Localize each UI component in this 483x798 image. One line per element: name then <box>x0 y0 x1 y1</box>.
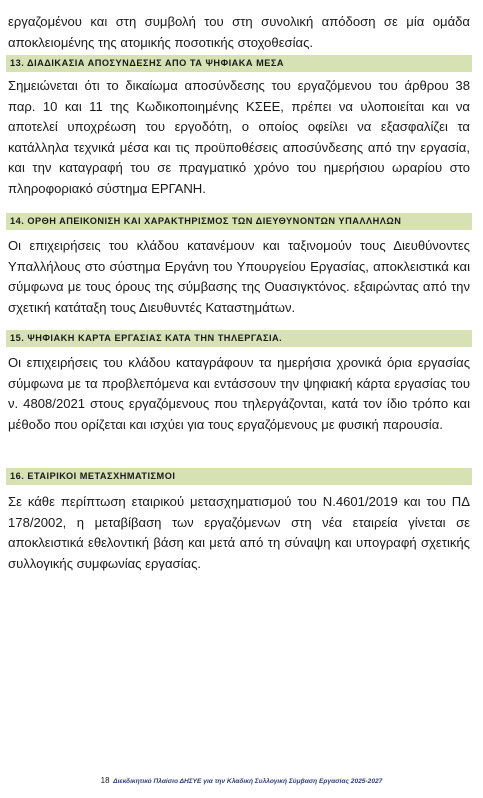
intro-line-1: εργαζομένου και στη συμβολή του στη συνολική απόδοση σε μία ομάδα <box>8 14 470 29</box>
section-14-heading: 14. ΟΡΘΗ ΑΠΕΙΚΟΝΙΣΗ ΚΑΙ ΧΑΡΑΚΤΗΡΙΣΜΟΣ ΤΩΝ ΔΙΕΥΘΥΝΟΝΤΩΝ ΥΠΑΛΛΗΛΩΝ <box>6 213 472 230</box>
section-13-heading: 13. ΔΙΑΔΙΚΑΣΙΑ ΑΠΟΣΥΝΔΕΣΗΣ ΑΠΟ ΤΑ ΨΗΦΙΑΚΑ ΜΕΣΑ <box>6 55 472 72</box>
intro-line-2: αποκλειομένης της ατομικής ποσοτικής στοχοθεσίας. <box>8 34 314 50</box>
section-15-heading: 15. ΨΗΦΙΑΚΗ ΚΑΡΤΑ ΕΡΓΑΣΙΑΣ ΚΑΤΑ ΤΗΝ ΤΗΛΕΡΓΑΣΙΑ. <box>6 330 472 347</box>
page-number: 18 <box>100 776 110 785</box>
section-13-body: Σημειώνεται ότι το δικαίωμα αποσύνδεσης του εργαζόμενου του άρθρου 38 παρ. 10 και 11 της Κωδικοποιημένης ΚΣΕΕ, πρέπει να υλοποιείται και να αποτελεί υποχρέωση του εργοδότη, ο οποίος οφείλει να εξασφαλίζει τα κατάλληλα τεχνικά μέσα και τις προϋποθέσεις αποσύνδεσης από την εργασία, και την καταγραφή του σε πραγματικό χρόνο του ημερήσιου ωραρίου στο πληροφοριακό σύστημα ΕΡΓΑΝΗ. <box>8 78 470 196</box>
intro-paragraph <box>6 12 472 53</box>
page-footer <box>0 776 483 785</box>
section-16-heading: 16. ΕΤΑΙΡΙΚΟΙ ΜΕΤΑΣΧΗΜΑΤΙΣΜΟΙ <box>6 468 472 485</box>
section-14-body: Οι επιχειρήσεις του κλάδου κατανέμουν και ταξινομούν τους Διευθύνοντες Υπαλλήλους στο σύστημα Εργάνη του Υπουργείου Εργασίας, αποκλειστικά και σύμφωνα με τους όρους της σύμβασης της Ουασιγκτόνος. εξαιρώντας από την σχετική κατάταξη τους Διευθυντές Καταστημάτων. <box>8 238 470 315</box>
footer-text: Διεκδικητικό Πλαίσιο ΔΗΣΥΕ για την Κλαδική Συλλογική Σύμβαση Εργασίας 2025-2027 <box>113 778 383 785</box>
section-15-body: Οι επιχειρήσεις του κλάδου καταγράφουν τα ημερήσια χρονικά όρια εργασίας σύμφωνα με τα προβλεπόμενα και εντάσσουν την ψηφιακή κάρτα εργασίας του ν. 4808/2021 στους εργαζόμενους που τηλεργάζονται, κατά τον ίδιο τρόπο και μέθοδο που ορίζεται και ισχύει για τους εργαζόμενους με φυσική παρουσία. <box>8 355 470 432</box>
section-16-body: Σε κάθε περίπτωση εταιρικού μετασχηματισμού του Ν.4601/2019 και του ΠΔ 178/2002, η μεταβίβαση των εργαζόμενων στη νέα εταιρεία γίνεται σε αποκλειστικά εθελοντική βάση και μετά από τη σύναψη και υπογραφή σχετικής συλλογικής συμφωνίας εργασίας. <box>8 494 470 571</box>
